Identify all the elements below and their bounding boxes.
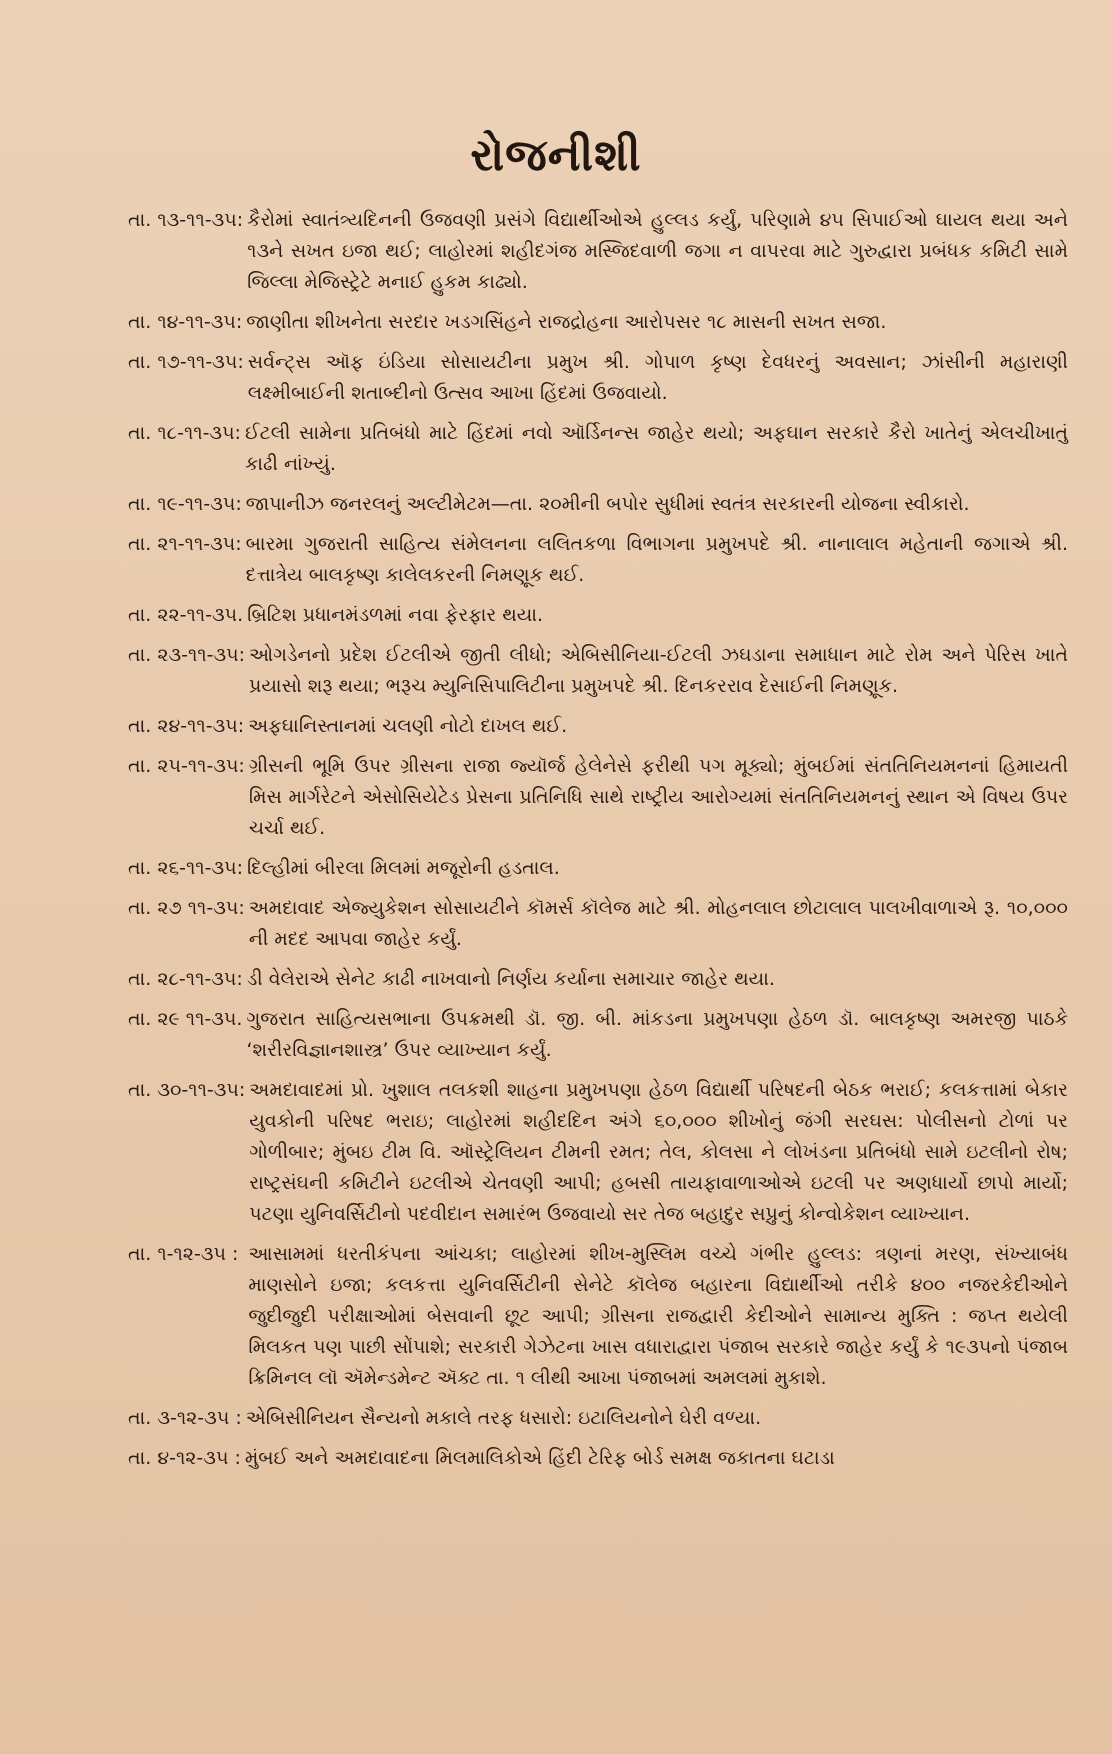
diary-entry — [128, 307, 1068, 338]
entry-text: ડી વેલેરાએ સેનેટ કાઢી નાખવાનો નિર્ણય કર્યાના સમાચાર જાહેર થયા. — [246, 968, 775, 990]
entry-text: એબિસીનિયન સૈન્યનો મકાલે તરફ ધસારો: ઇટાલિયનોને ઘેરી વળ્યા. — [245, 1407, 762, 1429]
entry-date: તા. ૧૪-૧૧-૩૫: — [128, 311, 243, 333]
entry-text: બ્રિટિશ પ્રધાનમંડળમાં નવા ફેરફાર થયા. — [247, 604, 544, 626]
diary-entry — [128, 751, 1068, 844]
diary-entry — [128, 1403, 1068, 1434]
entry-text: ગ્રીસની ભૂમિ ઉપર ગ્રીસના રાજા જ્યૉર્જ હેલેનેસે ફરીથી પગ મૂક્યો; મુંબઈમાં સંતતિનિયમનનાં હિમાયતી મિસ માર્ગરેટને એસોસિયેટેડ પ્રેસના પ્રતિનિધિ સાથે રાષ્ટ્રીય આરોગ્યમાં સંતતિનિયમનનું સ્થાન એ વિષય ઉપર ચર્ચા થઈ. — [248, 755, 1068, 839]
entry-text: અમદાવાદમાં પ્રો. ખુશાલ તલકશી શાહના પ્રમુખપણા હેઠળ વિદ્યાર્થી પરિષદની બેઠક ભરાઈ; કલકત્તામાં બેકાર યુવકોની પરિષદ ભરાઇ; લાહોરમાં શહીદદિન અંગે ૬૦,૦૦૦ શીખોનું જંગી સરઘસ: પોલીસનો ટોળાં પર ગોળીબાર; મુંબઇ ટીમ વિ. ઑસ્ટ્રેલિયન ટીમની રમત; તેલ, કોલસા ને લોખંડના પ્રતિબંધો સામે ઇટલીનો રોષ; રાષ્ટ્રસંઘની કમિટીને ઇટલીએ ચેતવણી આપી; હબસી તાયફાવાળાઓએ ઇટલી પર અણધાર્યો છાપો માર્યો; પટણા યુનિવર્સિટીનો પદવીદાન સમારંભ ઉજવાયો સર તેજ બહાદુર સપ્રુનું કોન્વોકેશન વ્યાખ્યાન. — [249, 1079, 1068, 1225]
diary-entry — [128, 205, 1068, 298]
entry-text: મુંબઈ અને અમદાવાદના મિલમાલિકોએ હિંદી ટેરિફ બોર્ડ સમક્ષ જકાતના ઘટાડા — [244, 1447, 835, 1469]
entry-date: તા. ૧-૧૨-૩૫ : — [128, 1243, 239, 1265]
diary-entry — [128, 1239, 1068, 1394]
entry-date: તા. ૨૭ ૧૧-૩૫: — [128, 897, 245, 919]
entry-date: તા. ૨૪-૧૧-૩૫: — [128, 715, 245, 737]
entry-text: આસામમાં ધરતીકંપના આંચકા; લાહોરમાં શીખ-મુસ્લિમ વચ્ચે ગંભીર હુલ્લડ: ત્રણનાં મરણ, સંખ્યાબંધ માણસોને ઇજા; કલકત્તા યુનિવર્સિટીની સેનેટે કૉલેજ બહારના વિદ્યાર્થીઓ તરીકે ૪૦૦ નજરકેદીઓને જુદીજુદી પરીક્ષાઓમાં બેસવાની છૂટ આપી; ગ્રીસના રાજદ્વારી કેદીઓને સામાન્ય મુક્તિ : જપ્ત થયેલી મિલકત પણ પાછી સોંપાશે; સરકારી ગેઝેટના ખાસ વધારાદ્વારા પંજાબ સરકારે જાહેર કર્યું કે ૧૯૩૫નો પંજાબ ક્રિમિનલ લૉ ઍમેન્ડમેન્ટ ઍક્ટ તા. ૧ લીથી આખા પંજાબમાં અમલમાં મુકાશે. — [248, 1243, 1068, 1389]
diary-entry — [128, 489, 1068, 520]
page-title: રોજનીશી — [470, 130, 642, 181]
entry-date: તા. ૨૧-૧૧-૩૫: — [128, 533, 242, 555]
diary-entry — [128, 1075, 1068, 1230]
entry-date: તા. ૧૩-૧૧-૩૫: — [128, 209, 244, 231]
diary-entry — [128, 347, 1068, 409]
diary-entry — [128, 893, 1068, 955]
entry-date: તા. ૨૨-૧૧-૩૫. — [128, 604, 244, 626]
entry-date: તા. ૨૩-૧૧-૩૫: — [128, 644, 246, 666]
entry-text: સર્વન્ટ્સ ઑફ ઇંડિયા સોસાયટીના પ્રમુખ શ્રી. ગોપાળ કૃષ્ણ દેવધરનું અવસાન; ઝાંસીની મહારાણી લક્ષ્મીબાઈની શતાબ્દીનો ઉત્સવ આખા હિંદમાં ઉજવાયો. — [247, 351, 1068, 404]
diary-entry — [128, 711, 1068, 742]
diary-entry — [128, 418, 1068, 480]
entry-text: દિલ્હીમાં બીરલા મિલમાં મજૂરોની હડતાલ. — [247, 857, 560, 879]
entry-date: તા. ૨૬-૧૧-૩૫: — [128, 857, 243, 879]
entry-date: તા. ૧૯-૧૧-૩૫: — [128, 493, 242, 515]
diary-entry — [128, 600, 1068, 631]
diary-entry — [128, 529, 1068, 591]
entry-date: તા. ૨૫-૧૧-૩૫: — [128, 755, 245, 777]
entry-text: જાપાનીઝ જનરલનું અલ્ટીમેટમ—તા. ૨૦મીની બપોર સુધીમાં સ્વતંત્ર સરકારની યોજના સ્વીકારો. — [245, 493, 970, 515]
diary-entry — [128, 964, 1068, 995]
entry-text: ઓગડેનનો પ્રદેશ ઈટલીએ જીતી લીધો; એબિસીનિયા-ઈટલી ઝઘડાના સમાધાન માટે રોમ અને પેરિસ ખાતે પ્રયાસો શરૂ થયા; ભરૂચ મ્યુનિસિપાલિટીના પ્રમુખપદે શ્રી. દિનકરરાવ દેસાઈની નિમણૂક. — [249, 644, 1068, 697]
entry-text: અમદાવાદ એજ્યુકેશન સોસાયટીને કૉમર્સ કૉલેજ માટે શ્રી. મોહનલાલ છોટાલાલ પાલખીવાળાએ રૂ. ૧૦,૦૦૦ ની મદદ આપવા જાહેર કર્યું. — [248, 897, 1068, 950]
entry-date: તા. ૪-૧૨-૩૫ : — [128, 1447, 241, 1469]
diary-entry — [128, 853, 1068, 884]
entry-text: જાણીતા શીખનેતા સરદાર ખડગસિંહને રાજદ્રોહના આરોપસર ૧૮ માસની સખત સજા. — [246, 311, 887, 333]
diary-entry — [128, 1004, 1068, 1066]
diary-entries — [128, 205, 1068, 1483]
entry-date: તા. ૩૦-૧૧-૩૫: — [128, 1079, 246, 1101]
diary-entry — [128, 640, 1068, 702]
diary-entry — [128, 1443, 1068, 1474]
entry-date: તા. ૧૮-૧૧-૩૫: — [128, 422, 241, 444]
entry-date: તા. ૨૯ ૧૧-૩૫. — [128, 1008, 243, 1030]
entry-date: તા. ૨૮-૧૧-૩૫: — [128, 968, 243, 990]
entry-date: તા. ૧૭-૧૧-૩૫: — [128, 351, 244, 373]
entry-text: અફઘાનિસ્તાનમાં ચલણી નોટો દાખલ થઈ. — [248, 715, 568, 737]
entry-date: તા. ૩-૧૨-૩૫ : — [128, 1407, 242, 1429]
entry-text: ગુજરાત સાહિત્યસભાના ઉપક્રમથી ડૉ. જી. બી. માંકડના પ્રમુખપણા હેઠળ ડૉ. બાલકૃષ્ણ અમરજી પાઠકે ‘શરીરવિજ્ઞાનશાસ્ત્ર’ ઉપર વ્યાખ્યાન કર્યું. — [246, 1008, 1068, 1061]
entry-text: ઈટલી સામેના પ્રતિબંધો માટે હિંદમાં નવો ઑર્ડિનન્સ જાહેર થયો; અફઘાન સરકારે કૈરો ખાતેનું એલચીખાતું કાઢી નાંખ્યું. — [244, 422, 1068, 475]
entry-text: કૈરોમાં સ્વાતંત્ર્યદિનની ઉજવણી પ્રસંગે વિદ્યાર્થીઓએ હુલ્લડ કર્યું, પરિણામે ૪૫ સિપાઈઓ ઘાયલ થયા અને ૧૩ને સખત ઇજા થઈ; લાહોરમાં શહીદગંજ મસ્જિદવાળી જગા ન વાપરવા માટે ગુરુદ્વારા પ્રબંધક કમિટી સામે જિલ્લા મેજિસ્ટ્રેટે મનાઈ હુકમ કાઢ્યો. — [247, 209, 1068, 293]
entry-text: બારમા ગુજરાતી સાહિત્ય સંમેલનના લલિતકળા વિભાગના પ્રમુખપદે શ્રી. નાનાલાલ મહેતાની જગાએ શ્રી. દત્તાત્રેય બાલકૃષ્ણ કાલેલકરની નિમણૂક થઈ. — [245, 533, 1068, 586]
